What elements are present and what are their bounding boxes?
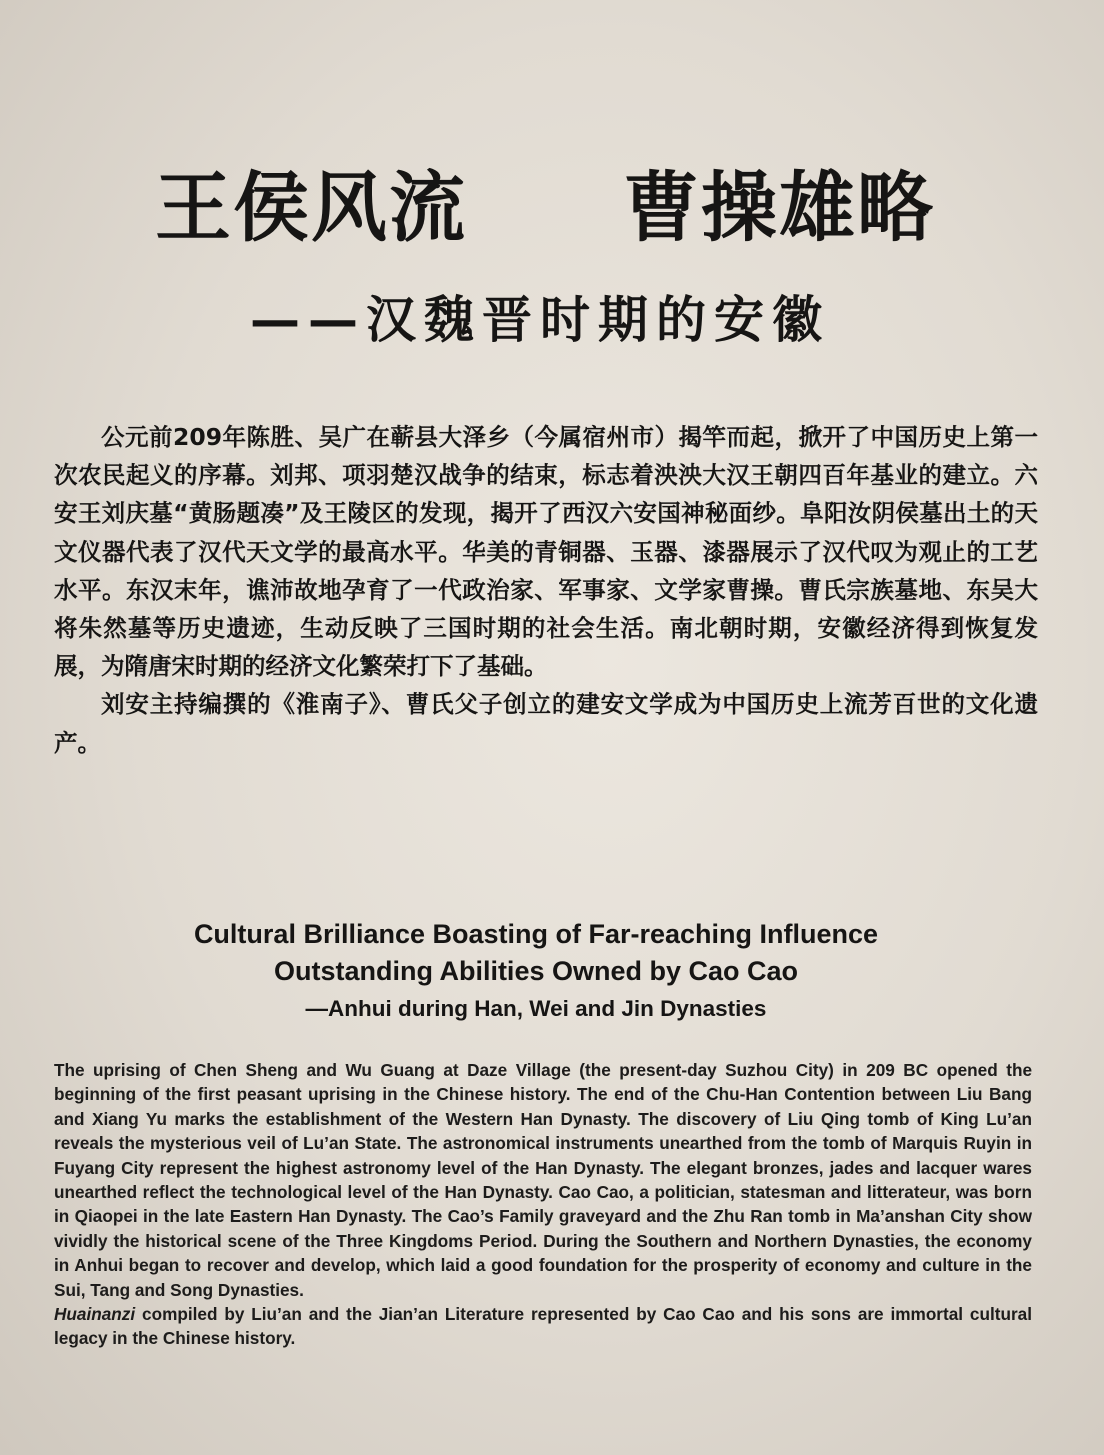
english-title-line-2: Outstanding Abilities Owned by Cao Cao (273, 956, 799, 986)
english-subtitle: —Anhui during Han, Wei and Jin Dynasties (305, 996, 767, 1021)
chinese-body (54, 418, 1038, 762)
english-title-block (0, 916, 1072, 1028)
chinese-paragraph-1: 公元前209年陈胜、吴广在蕲县大泽乡（今属宿州市）揭竿而起，掀开了中国历史上第一次农民起义的序幕。刘邦、项羽楚汉战争的结束，标志着泱泱大汉王朝四百年基业的建立。六安王刘庆墓“黄肠题凑”及王陵区的发现，揭开了西汉六安国神秘面纱。阜阳汝阴侯墓出土的天文仪器代表了汉代天文学的最高水平。华美的青铜器、玉器、漆器展示了汉代叹为观止的工艺水平。东汉末年，谯沛故地孕育了一代政治家、军事家、文学家曹操。曹氏宗族墓地、东吴大将朱然墓等历史遗迹，生动反映了三国时期的社会生活。南北朝时期，安徽经济得到恢复发展，为隋唐宋时期的经济文化繁荣打下了基础。 (54, 423, 1038, 681)
chinese-subtitle: ——汉魏晋时期的安徽 (250, 291, 830, 349)
chinese-title: 王侯风流 曹操雄略 (155, 163, 935, 252)
english-title-line-1: Cultural Brilliance Boasting of Far-reaching Influence (193, 919, 879, 949)
english-paragraph-2-text: compiled by Liu’an and the Jian’an Literature represented by Cao Cao and his sons are immortal cultural legacy in the Chinese history. (54, 1304, 1032, 1349)
english-paragraph-1: The uprising of Chen Sheng and Wu Guang at Daze Village (the present-day Suzhou City) in 209 BC opened the beginning of the first peasant uprising in the Chinese history. The end of the Chu-Han Contention between Liu Bang and Xiang Yu marks the establishment of the Western Han Dynasty. The discovery of Liu Qing tomb of King Lu’an reveals the mysterious veil of Lu’an State. The astronomical instruments unearthed from the tomb of Marquis Ruyin in Fuyang City represent the highest astronomy level of the Han Dynasty. The elegant bronzes, jades and lacquer wares unearthed reflect the technological level of the Han Dynasty. Cao Cao, a politician, statesman and litterateur, was born in Qiaopei in the late Eastern Han Dynasty. The Cao’s Family graveyard and the Zhu Ran tomb in Ma’anshan City show vividly the historical scene of the Three Kingdoms Period. During the Southern and Northern Dynasties, the economy in Anhui began to recover and develop, which laid a good foundation for the prosperity of economy and culture in the Sui, Tang and Song Dynasties. (54, 1060, 1032, 1300)
huainanzi-italic: Huainanzi (54, 1304, 136, 1325)
english-paragraph-2 (54, 1302, 1032, 1351)
english-body (54, 1058, 1032, 1351)
chinese-paragraph-2: 刘安主持编撰的《淮南子》、曹氏父子创立的建安文学成为中国历史上流芳百世的文化遗产。 (54, 690, 1038, 757)
